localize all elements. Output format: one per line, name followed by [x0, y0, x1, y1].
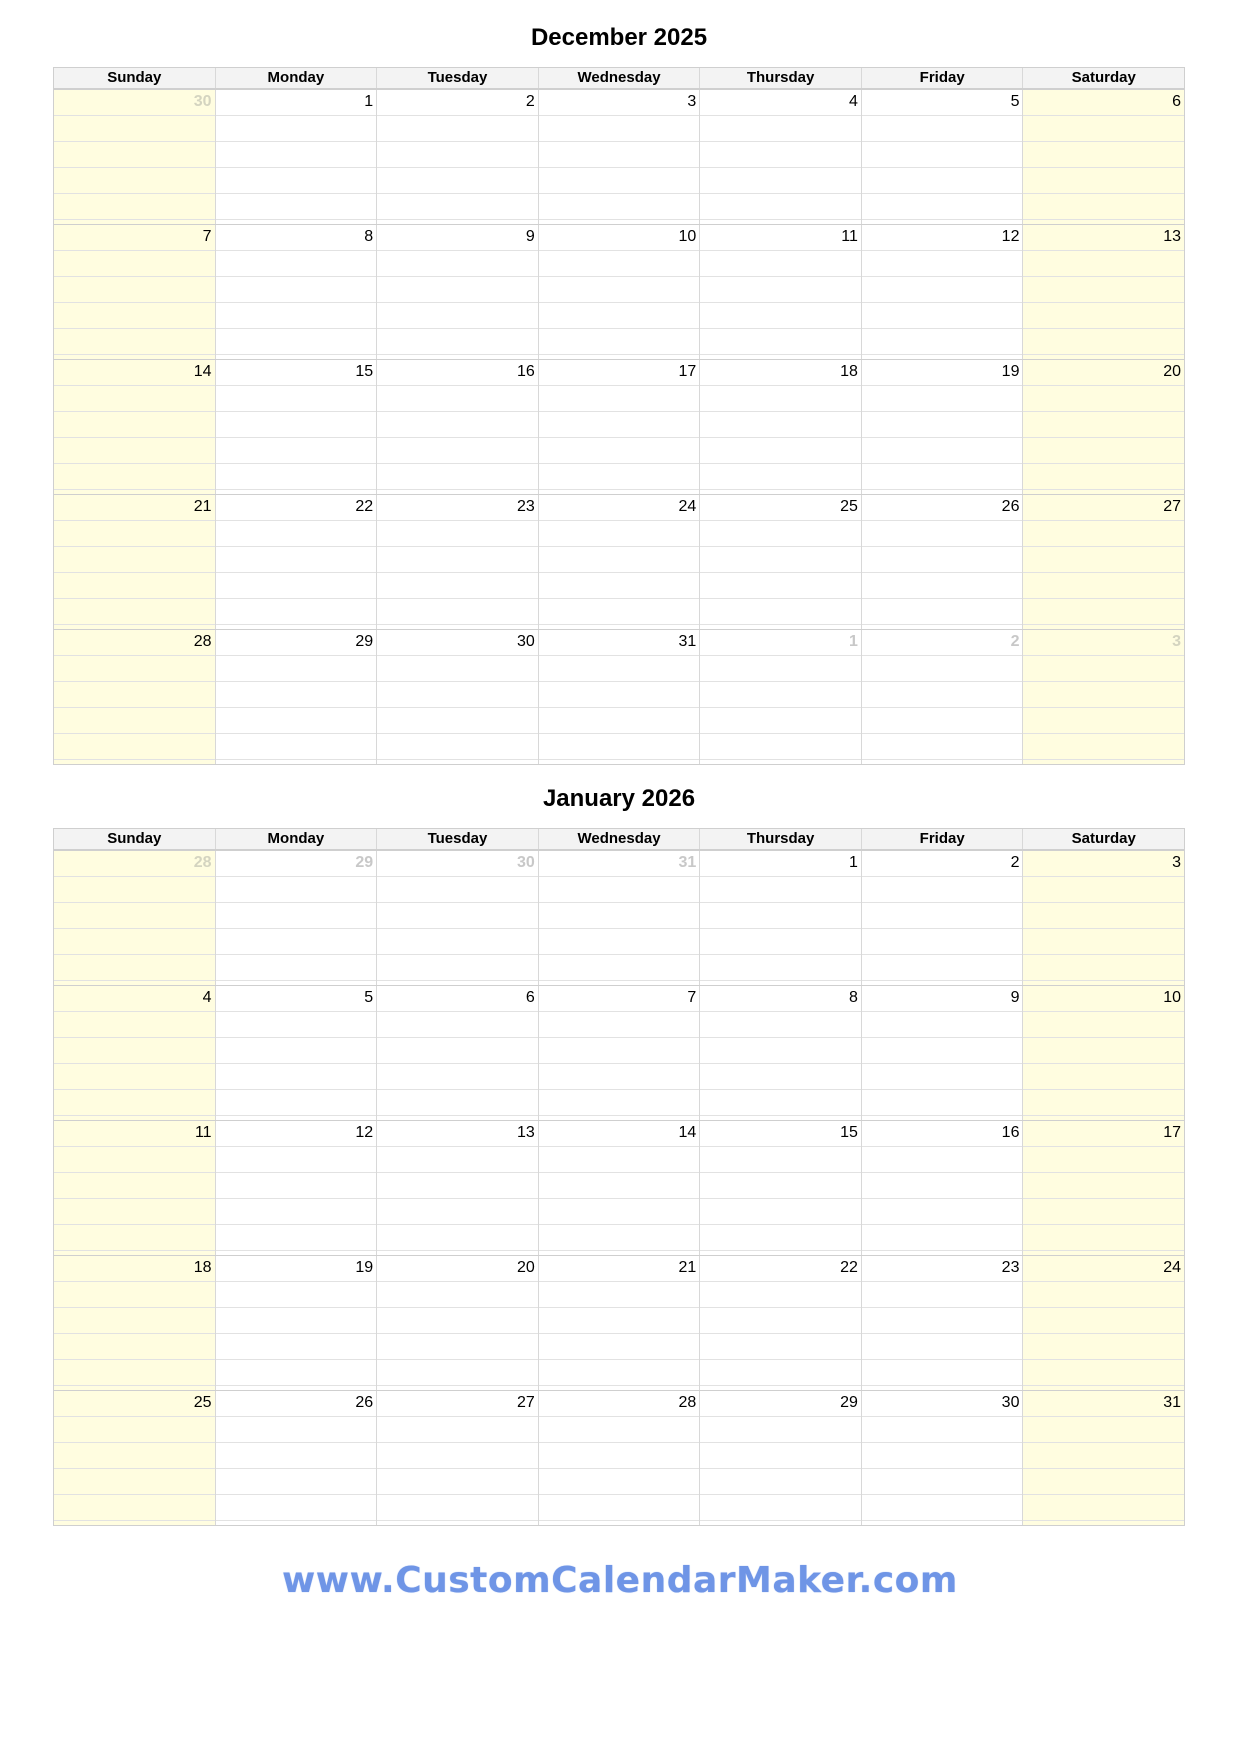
- week-row: [54, 1120, 1184, 1255]
- month-january: [53, 779, 1185, 1411]
- day-cell[interactable]: [215, 1391, 377, 1525]
- day-number: 26: [355, 1394, 374, 1411]
- day-number: 16: [1001, 1124, 1020, 1141]
- day-number: 13: [516, 1124, 535, 1141]
- day-number: 14: [193, 363, 212, 380]
- day-cell[interactable]: [1022, 1256, 1184, 1390]
- day-number: 27: [516, 1394, 535, 1411]
- day-cell[interactable]: [215, 630, 377, 764]
- day-number: 28: [193, 633, 212, 650]
- day-cell[interactable]: [699, 360, 861, 494]
- day-cell[interactable]: [699, 1391, 861, 1525]
- day-cell[interactable]: [699, 986, 861, 1120]
- day-cell[interactable]: [376, 1121, 538, 1255]
- day-cell[interactable]: [376, 1391, 538, 1525]
- weekday-header: Wednesday: [538, 68, 700, 88]
- weekday-header: Sunday: [107, 830, 162, 847]
- day-number: 15: [840, 1124, 858, 1141]
- day-cell[interactable]: [861, 1391, 1023, 1525]
- day-number: 11: [194, 1124, 212, 1141]
- day-number: 5: [364, 989, 374, 1006]
- day-cell[interactable]: [861, 630, 1023, 764]
- day-cell[interactable]: [215, 986, 377, 1120]
- day-cell[interactable]: [538, 1256, 700, 1390]
- day-cell[interactable]: [861, 90, 1023, 224]
- day-cell[interactable]: [376, 986, 538, 1120]
- day-cell[interactable]: [538, 1121, 700, 1255]
- day-cell[interactable]: [861, 851, 1023, 985]
- day-number: 6: [1172, 93, 1182, 110]
- week-row: [54, 494, 1184, 629]
- weekday-header: Saturday: [1022, 829, 1184, 849]
- weekday-header-row: [54, 829, 1184, 850]
- day-number: 23: [1001, 1259, 1020, 1276]
- day-cell[interactable]: [215, 495, 377, 629]
- day-number: 8: [848, 989, 858, 1006]
- day-cell[interactable]: [1022, 495, 1184, 629]
- month-title: December 2025: [530, 24, 708, 51]
- day-number: 1: [848, 854, 858, 871]
- day-cell[interactable]: [1022, 851, 1184, 985]
- day-number: 31: [678, 633, 697, 650]
- day-number: 26: [1001, 498, 1020, 515]
- day-cell[interactable]: [376, 360, 538, 494]
- day-number: 30: [1001, 1394, 1020, 1411]
- day-cell[interactable]: [538, 495, 700, 629]
- week-row: [54, 985, 1184, 1120]
- weekday-header: Friday: [861, 829, 1023, 849]
- day-cell[interactable]: [699, 851, 861, 985]
- day-cell[interactable]: [538, 90, 700, 224]
- day-cell[interactable]: [1022, 1391, 1184, 1525]
- week-row: [54, 224, 1184, 359]
- day-cell[interactable]: [376, 630, 538, 764]
- day-cell[interactable]: [699, 1121, 861, 1255]
- day-cell[interactable]: [215, 360, 377, 494]
- weekday-header: Tuesday: [376, 829, 538, 849]
- day-number: 2: [1010, 633, 1020, 650]
- day-cell[interactable]: [215, 90, 377, 224]
- day-number: 10: [678, 228, 697, 245]
- week-row: [54, 359, 1184, 494]
- day-number: 31: [1163, 1394, 1182, 1411]
- day-number: 7: [202, 228, 212, 245]
- day-cell[interactable]: [215, 1121, 377, 1255]
- week-row: [54, 850, 1184, 985]
- day-cell[interactable]: [54, 986, 215, 1120]
- day-number: 11: [841, 228, 858, 245]
- day-number: 21: [193, 498, 212, 515]
- day-cell[interactable]: [1022, 225, 1184, 359]
- day-number: 19: [1001, 363, 1020, 380]
- calendar-grid: [53, 828, 1185, 1526]
- weekday-header: Thursday: [699, 829, 861, 849]
- website-footer[interactable]: www.CustomCalendarMaker.com: [282, 1560, 958, 1601]
- day-cell[interactable]: [54, 225, 215, 359]
- day-number: 1: [848, 633, 858, 650]
- day-cell[interactable]: [54, 851, 215, 985]
- day-number: 30: [516, 854, 535, 871]
- day-number: 4: [202, 989, 212, 1006]
- day-number: 29: [355, 633, 374, 650]
- weekday-header: Saturday: [1022, 68, 1184, 88]
- day-cell[interactable]: [376, 1256, 538, 1390]
- day-cell[interactable]: [538, 1391, 700, 1525]
- day-cell[interactable]: [54, 360, 215, 494]
- weekday-header: Monday: [215, 829, 377, 849]
- weekday-header: Wednesday: [538, 829, 700, 849]
- month-title: January 2026: [542, 785, 696, 812]
- day-cell[interactable]: [54, 1256, 215, 1390]
- day-number: 8: [364, 228, 374, 245]
- day-cell[interactable]: [54, 1391, 215, 1525]
- day-number: 25: [840, 498, 858, 515]
- day-cell[interactable]: [54, 630, 215, 764]
- day-number: 18: [193, 1259, 212, 1276]
- week-row: [54, 629, 1184, 764]
- day-number: 3: [1172, 633, 1182, 650]
- week-row: [54, 1255, 1184, 1390]
- day-number: 9: [1010, 989, 1020, 1006]
- week-row: [54, 89, 1184, 224]
- day-cell[interactable]: [861, 1121, 1023, 1255]
- day-number: 9: [525, 228, 535, 245]
- day-cell[interactable]: [861, 986, 1023, 1120]
- day-number: 24: [678, 498, 697, 515]
- day-number: 6: [525, 989, 535, 1006]
- weekday-header: Sunday: [107, 69, 162, 86]
- day-number: 30: [516, 633, 535, 650]
- day-cell[interactable]: [1022, 1121, 1184, 1255]
- weekday-header: Monday: [215, 68, 377, 88]
- day-cell[interactable]: [215, 851, 377, 985]
- day-number: 17: [678, 363, 697, 380]
- day-cell[interactable]: [54, 1121, 215, 1255]
- day-number: 4: [848, 93, 858, 110]
- day-cell[interactable]: [861, 360, 1023, 494]
- day-number: 24: [1163, 1259, 1182, 1276]
- day-cell[interactable]: [376, 851, 538, 985]
- day-number: 2: [1010, 854, 1020, 871]
- day-number: 23: [516, 498, 535, 515]
- day-number: 12: [355, 1124, 374, 1141]
- weekday-header: Friday: [861, 68, 1023, 88]
- day-cell[interactable]: [538, 360, 700, 494]
- day-number: 7: [687, 989, 697, 1006]
- day-number: 3: [1172, 854, 1182, 871]
- day-number: 22: [355, 498, 374, 515]
- day-number: 29: [355, 854, 374, 871]
- day-cell[interactable]: [1022, 630, 1184, 764]
- day-number: 18: [840, 363, 858, 380]
- day-number: 5: [1010, 93, 1020, 110]
- day-cell[interactable]: [861, 495, 1023, 629]
- day-cell[interactable]: [376, 90, 538, 224]
- weekday-header-row: [54, 68, 1184, 89]
- day-number: 20: [516, 1259, 535, 1276]
- day-cell[interactable]: [861, 1256, 1023, 1390]
- day-cell[interactable]: [699, 225, 861, 359]
- month-december: [53, 18, 1185, 650]
- day-cell[interactable]: [1022, 90, 1184, 224]
- day-number: 21: [678, 1259, 697, 1276]
- day-cell[interactable]: [538, 986, 700, 1120]
- day-number: 31: [678, 854, 697, 871]
- day-cell[interactable]: [538, 851, 700, 985]
- day-number: 15: [355, 363, 374, 380]
- day-number: 2: [525, 93, 535, 110]
- day-number: 20: [1163, 363, 1182, 380]
- week-row: [54, 1390, 1184, 1525]
- day-number: 10: [1163, 989, 1182, 1006]
- day-number: 28: [678, 1394, 697, 1411]
- day-number: 27: [1163, 498, 1182, 515]
- day-cell[interactable]: [699, 1256, 861, 1390]
- day-cell[interactable]: [538, 630, 700, 764]
- day-cell[interactable]: [54, 90, 215, 224]
- day-cell[interactable]: [1022, 360, 1184, 494]
- day-cell[interactable]: [699, 630, 861, 764]
- weekday-header: Thursday: [699, 68, 861, 88]
- day-cell[interactable]: [1022, 986, 1184, 1120]
- day-number: 12: [1001, 228, 1020, 245]
- calendar-grid: [53, 67, 1185, 765]
- weekday-header: Tuesday: [376, 68, 538, 88]
- day-number: 29: [840, 1394, 858, 1411]
- day-cell[interactable]: [861, 225, 1023, 359]
- day-number: 30: [193, 93, 212, 110]
- day-number: 17: [1163, 1124, 1182, 1141]
- day-number: 14: [678, 1124, 697, 1141]
- day-number: 13: [1163, 228, 1182, 245]
- day-cell[interactable]: [215, 1256, 377, 1390]
- day-cell[interactable]: [376, 495, 538, 629]
- day-number: 16: [516, 363, 535, 380]
- day-number: 19: [355, 1259, 374, 1276]
- day-cell[interactable]: [538, 225, 700, 359]
- day-cell[interactable]: [54, 495, 215, 629]
- day-number: 3: [687, 93, 697, 110]
- day-cell[interactable]: [699, 495, 861, 629]
- day-cell[interactable]: [699, 90, 861, 224]
- day-number: 22: [840, 1259, 858, 1276]
- day-number: 25: [193, 1394, 212, 1411]
- day-number: 1: [364, 93, 374, 110]
- day-cell[interactable]: [215, 225, 377, 359]
- day-cell[interactable]: [376, 225, 538, 359]
- day-number: 28: [193, 854, 212, 871]
